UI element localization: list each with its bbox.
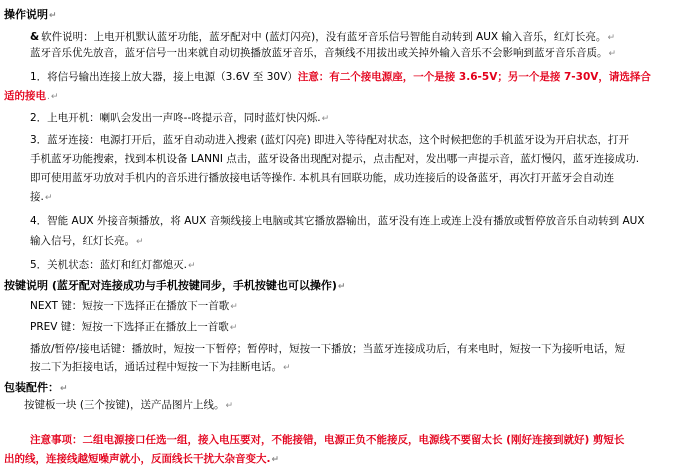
- key-prev: PREV 键：短按一下选择正在播放上一首歌↵: [30, 321, 238, 333]
- item5: 5．关机状态：蓝灯和红灯都熄灭.↵: [30, 259, 196, 271]
- section2-title: 按键说明 (蓝牙配对连接成功与手机按键同步，手机按键也可以操作)↵: [4, 279, 346, 292]
- key-play-line-1: 播放/暂停/接电话键：播放时，短按一下暂停；暂停时，短按一下播放；当蓝牙连接成功后，有来电时，短按一下为接听电话，短: [30, 343, 626, 355]
- item3-line-4: 接.↵: [30, 191, 53, 203]
- intro-line-2: 蓝牙音乐优先放音，蓝牙信号一出来就自动切换播放蓝牙音乐，音频线不用拔出或关掉外输入音乐不会影响到蓝牙音乐音质。↵: [30, 47, 617, 59]
- item1-line-1: 1．将信号输出连接上放大器，接上电源（3.6V 至 30V）注意：有二个接电源座，一个是接 3.6-5V；另一个是接 7-30V，请选择合: [30, 71, 651, 83]
- notice-line-1: 注意事项：二组电源接口任选一组，接入电压要对，不能接错，电源正负不能接反，电源线不要留太长 (刚好连接到就好) 剪短长: [30, 434, 625, 446]
- key-play-line-2: 按二下为拒接电话，通话过程中短按一下为挂断电话。↵: [30, 361, 291, 373]
- item4-line-2: 输入信号，红灯长亮。↵: [30, 235, 144, 247]
- intro-line-1: & 软件说明：上电开机默认蓝牙功能，蓝牙配对中 (蓝灯闪亮)，没有蓝牙音乐信号智能自动转到 AUX 输入音乐，红灯长亮。↵: [30, 31, 615, 43]
- item3-line-1: 3．蓝牙连接：电源打开后，蓝牙自动动进入搜索 (蓝灯闪亮) 即进入等待配对状态，这个时候把您的手机蓝牙设为开启状态，打开: [30, 134, 630, 146]
- item3-line-2: 手机蓝牙功能搜索，找到本机设备 LANNI 点击，蓝牙设备出现配对提示，点击配对，发出哪一声提示音，蓝灯慢闪，蓝牙连接成功.: [30, 153, 640, 165]
- item2: 2．上电开机：喇叭会发出一声咚--咚提示音，同时蓝灯快闪烁.↵: [30, 112, 330, 124]
- item4-line-1: 4．智能 AUX 外接音频播放，将 AUX 音频线接上电脑或其它播放器输出，蓝牙没有连上或连上没有播放或暂停放音乐自动转到 AUX: [30, 215, 645, 227]
- section3-title: 包装配件：↵: [4, 381, 68, 394]
- item1-line-2: 适的接电.↵: [4, 90, 59, 102]
- item3-line-3: 即可使用蓝牙功放对手机内的音乐进行播放接电话等操作. 本机具有回联功能，成功连接后的设备蓝牙，再次打开蓝牙会自动连: [30, 172, 615, 184]
- package-item: 按键板一块 (三个按键)，送产品图片上线。↵: [24, 399, 234, 411]
- section1-title: 操作说明↵: [4, 8, 57, 21]
- key-next: NEXT 键：短按一下选择正在播放下一首歌↵: [30, 300, 238, 312]
- notice-line-2: 出的线，连接线越短噪声就小，反面线长干扰大杂音变大.↵: [4, 453, 280, 465]
